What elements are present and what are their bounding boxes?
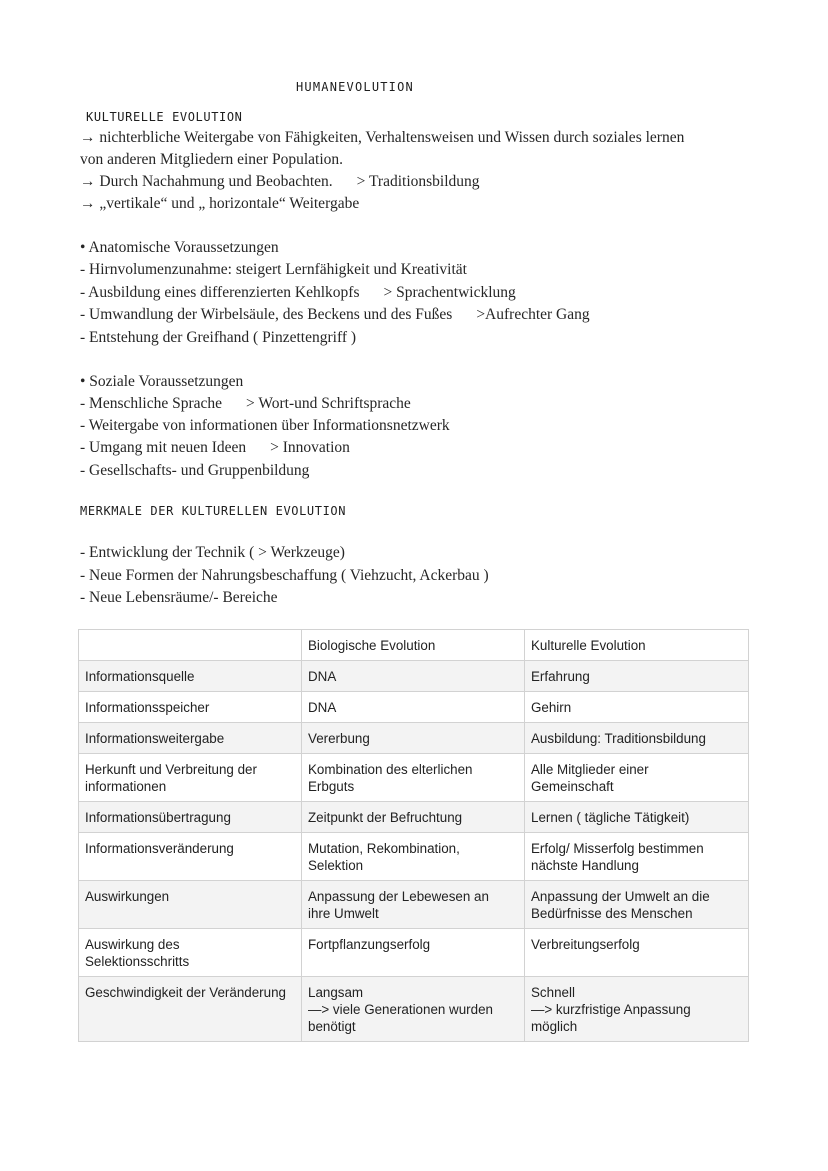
table-cell: Auswirkungen bbox=[79, 881, 302, 929]
anatomisch-item-text: - Entstehung der Greifhand ( Pinzettengriff ) bbox=[80, 329, 357, 346]
table-row bbox=[79, 881, 749, 929]
table-header-cell: Kulturelle Evolution bbox=[525, 630, 749, 661]
table-cell: Informationsspeicher bbox=[79, 692, 302, 723]
table-cell: Herkunft und Verbreitung der informationen bbox=[79, 754, 302, 802]
table-cell: Zeitpunkt der Befruchtung bbox=[302, 802, 525, 833]
definition-line-1: → nichterbliche Weitergabe von Fähigkeiten, Verhaltensweisen und Wissen durch soziales lernen bbox=[80, 129, 685, 146]
anatomisch-item-text: - Hirnvolumenzunahme: steigert Lernfähigkeit und Kreativität bbox=[80, 261, 467, 278]
anatomisch-item bbox=[80, 328, 356, 348]
table-row bbox=[79, 661, 749, 692]
table-cell: DNA bbox=[302, 692, 525, 723]
definition-line-4: → „vertikale“ und „ horizontale“ Weitergabe bbox=[80, 195, 360, 212]
section-heading-merkmale: MERKMALE DER KULTURELLEN EVOLUTION bbox=[80, 504, 347, 518]
table-cell: Informationsweitergabe bbox=[79, 723, 302, 754]
table-row bbox=[79, 754, 749, 802]
table-cell: Geschwindigkeit der Veränderung bbox=[79, 977, 302, 1042]
table-cell: Mutation, Rekombination, Selektion bbox=[302, 833, 525, 881]
comparison-table bbox=[78, 629, 749, 1042]
table-cell: Informationsquelle bbox=[79, 661, 302, 692]
table-header-cell: Biologische Evolution bbox=[302, 630, 525, 661]
definition-line-3-arrow: > Traditionsbildung bbox=[356, 173, 480, 190]
table-cell: Schnell —> kurzfristige Anpassung möglich bbox=[525, 977, 749, 1042]
table-cell: Auswirkung des Selektionsschritts bbox=[79, 929, 302, 977]
definition-line-2: von anderen Mitgliedern einer Population. bbox=[80, 151, 344, 168]
table-cell: Kombination des elterlichen Erbguts bbox=[302, 754, 525, 802]
anatomisch-item-arrow: > Sprachentwicklung bbox=[383, 284, 516, 301]
sozial-item bbox=[80, 416, 450, 436]
merkmal-item: - Neue Formen der Nahrungsbeschaffung ( Viehzucht, Ackerbau ) bbox=[80, 567, 489, 584]
page-title: HUMANEVOLUTION bbox=[296, 80, 414, 94]
section-heading-kulturelle-evolution: KULTURELLE EVOLUTION bbox=[86, 110, 243, 124]
table-row bbox=[79, 929, 749, 977]
table-cell: Verbreitungserfolg bbox=[525, 929, 749, 977]
table-row bbox=[79, 802, 749, 833]
table-cell: Ausbildung: Traditionsbildung bbox=[525, 723, 749, 754]
table-row bbox=[79, 723, 749, 754]
table-row bbox=[79, 833, 749, 881]
table-cell: Anpassung der Umwelt an die Bedürfnisse des Menschen bbox=[525, 881, 749, 929]
merkmal-item: - Neue Lebensräume/- Bereiche bbox=[80, 589, 278, 606]
sozial-item-arrow: > Innovation bbox=[270, 439, 350, 456]
anatomisch-item bbox=[80, 283, 516, 303]
table-row bbox=[79, 977, 749, 1042]
anatomisch-item-text: - Umwandlung der Wirbelsäule, des Beckens und des Fußes bbox=[80, 306, 453, 323]
table-cell: Lernen ( tägliche Tätigkeit) bbox=[525, 802, 749, 833]
table-cell: Erfahrung bbox=[525, 661, 749, 692]
table-cell: Anpassung der Lebewesen an ihre Umwelt bbox=[302, 881, 525, 929]
sozial-item bbox=[80, 438, 350, 458]
anatomisch-item bbox=[80, 305, 590, 325]
table-cell: Informationsveränderung bbox=[79, 833, 302, 881]
table-cell: DNA bbox=[302, 661, 525, 692]
table-cell: Langsam —> viele Generationen wurden benötigt bbox=[302, 977, 525, 1042]
anatomisch-item-text: - Ausbildung eines differenzierten Kehlkopfs bbox=[80, 284, 360, 301]
sozial-item bbox=[80, 394, 411, 414]
definition-line-3-text: → Durch Nachahmung und Beobachten. bbox=[80, 173, 333, 190]
table-cell: Informationsübertragung bbox=[79, 802, 302, 833]
anatomisch-item bbox=[80, 260, 467, 280]
table-row bbox=[79, 692, 749, 723]
table-cell: Erfolg/ Misserfolg bestimmen nächste Handlung bbox=[525, 833, 749, 881]
sozial-item-text: - Umgang mit neuen Ideen bbox=[80, 439, 247, 456]
table-cell: Gehirn bbox=[525, 692, 749, 723]
table-cell: Vererbung bbox=[302, 723, 525, 754]
sozial-item-text: - Menschliche Sprache bbox=[80, 395, 223, 412]
sozial-item-text: - Gesellschafts- und Gruppenbildung bbox=[80, 462, 310, 479]
anatomisch-item-arrow: >Aufrechter Gang bbox=[476, 306, 590, 323]
sozial-heading: • Soziale Voraussetzungen bbox=[80, 373, 244, 390]
sozial-item bbox=[80, 461, 309, 481]
table-header-cell bbox=[79, 630, 302, 661]
sozial-item-text: - Weitergabe von informationen über Informationsnetzwerk bbox=[80, 417, 450, 434]
anatomisch-heading: • Anatomische Voraussetzungen bbox=[80, 239, 279, 256]
definition-line-3 bbox=[80, 172, 480, 192]
table-cell: Fortpflanzungserfolg bbox=[302, 929, 525, 977]
table-header-row bbox=[79, 630, 749, 661]
merkmal-item: - Entwicklung der Technik ( > Werkzeuge) bbox=[80, 544, 345, 561]
sozial-item-arrow: > Wort-und Schriftsprache bbox=[246, 395, 411, 412]
table-cell: Alle Mitglieder einer Gemeinschaft bbox=[525, 754, 749, 802]
